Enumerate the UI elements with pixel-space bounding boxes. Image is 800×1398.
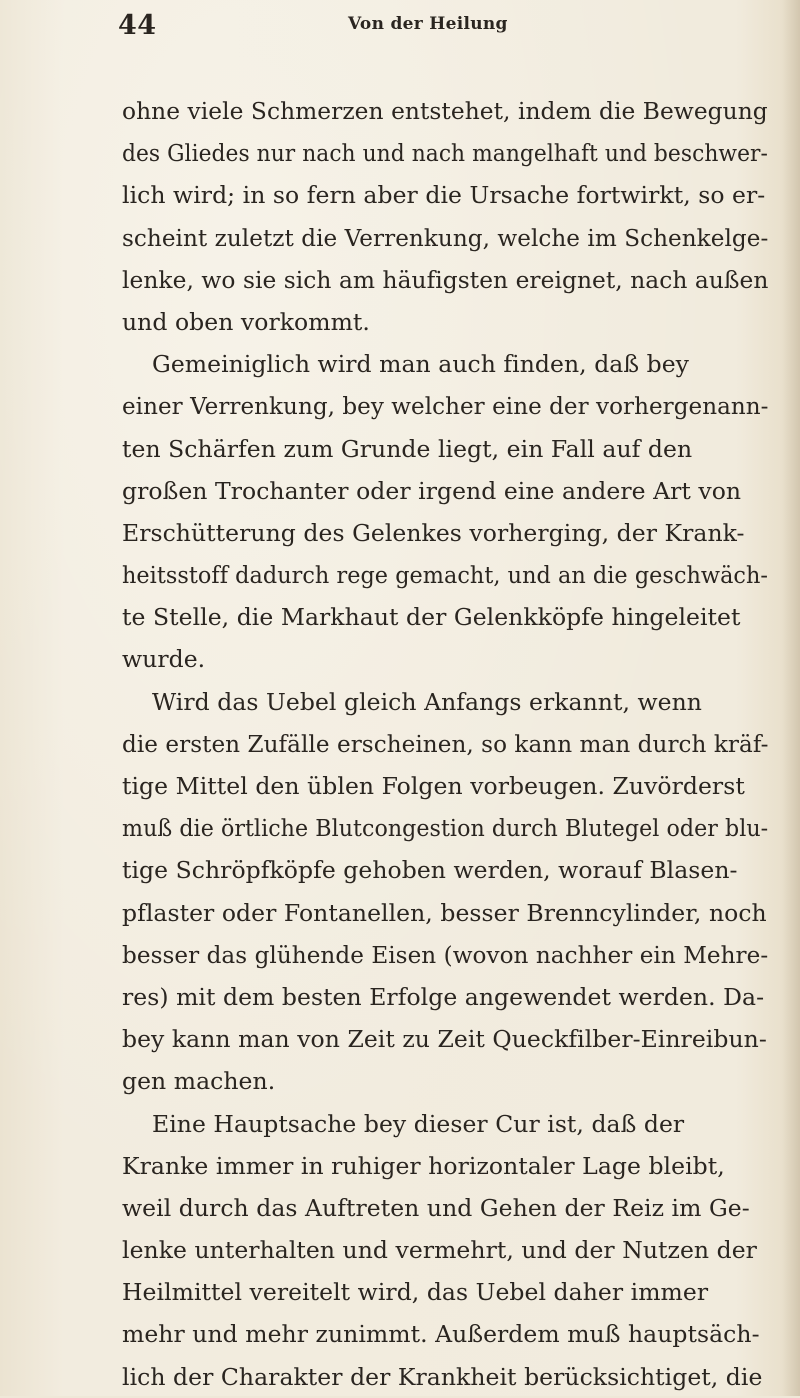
text-line: lenke, wo sie sich am häufigsten ereignet, nach außen xyxy=(122,265,769,294)
text-line: Heilmittel vereitelt wird, das Uebel daher immer xyxy=(122,1278,709,1307)
running-head xyxy=(118,8,758,48)
text-line: gen machen. xyxy=(122,1067,276,1096)
paragraph-first-line: Eine Hauptsache bey dieser Cur ist, daß der xyxy=(152,1109,685,1138)
page-number: 44 xyxy=(118,10,157,41)
text-line: tige Schröpfköpfe gehoben werden, worauf Blasen- xyxy=(122,856,738,885)
text-line: pflaster oder Fontanellen, besser Brenncylinder, noch xyxy=(122,898,767,927)
text-line: heitsstoff dadurch rege gemacht, und an die geschwäch- xyxy=(122,561,768,590)
body-text xyxy=(122,90,768,1398)
page-edge-shadow xyxy=(782,0,800,1396)
text-line: te Stelle, die Markhaut der Gelenkköpfe hingeleitet xyxy=(122,603,741,632)
text-line: die ersten Zufälle erscheinen, so kann man durch kräf- xyxy=(122,729,769,758)
text-line: lenke unterhalten und vermehrt, und der Nutzen der xyxy=(122,1236,757,1265)
text-line: einer Verrenkung, bey welcher eine der vorhergenann- xyxy=(122,392,769,421)
text-line: ohne viele Schmerzen entstehet, indem die Bewegung xyxy=(122,97,768,125)
text-line: bey kann man von Zeit zu Zeit Queckfilber-Einreibun- xyxy=(122,1025,767,1054)
text-line: res) mit dem besten Erfolge angewendet werden. Da- xyxy=(122,982,765,1011)
text-line: lich wird; in so fern aber die Ursache fortwirkt, so er- xyxy=(122,181,766,210)
paragraph-first-line: Wird das Uebel gleich Anfangs erkannt, wenn xyxy=(152,687,702,716)
text-line: und oben vorkommt. xyxy=(122,307,370,336)
text-line: muß die örtliche Blutcongestion durch Blutegel oder blu- xyxy=(122,814,769,843)
paragraph-first-line: Gemeiniglich wird man auch finden, daß bey xyxy=(152,350,689,379)
text-line: ten Schärfen zum Grunde liegt, ein Fall auf den xyxy=(122,434,693,463)
text-line: weil durch das Auftreten und Gehen der Reiz im Ge- xyxy=(122,1193,750,1222)
text-line: lich der Charakter der Krankheit berücksichtiget, die xyxy=(122,1362,763,1391)
text-line: besser das glühende Eisen (wovon nachher ein Mehre- xyxy=(122,940,769,969)
text-line: Erschütterung des Gelenkes vorherging, der Krank- xyxy=(122,518,745,547)
text-line: Kranke immer in ruhiger horizontaler Lage bleibt, xyxy=(122,1151,725,1180)
text-line: des Gliedes nur nach und nach mangelhaft und beschwer- xyxy=(122,139,768,168)
text-line: mehr und mehr zunimmt. Außerdem muß hauptsäch- xyxy=(122,1320,760,1349)
text-line: tige Mittel den üblen Folgen vorbeugen. Zuvörderst xyxy=(122,772,745,800)
text-line: großen Trochanter oder irgend eine andere Art von xyxy=(122,476,742,505)
running-head-title: Von der Heilung xyxy=(348,14,508,34)
text-line: scheint zuletzt die Verrenkung, welche im Schenkelge- xyxy=(122,223,769,252)
text-line: wurde. xyxy=(122,645,206,674)
